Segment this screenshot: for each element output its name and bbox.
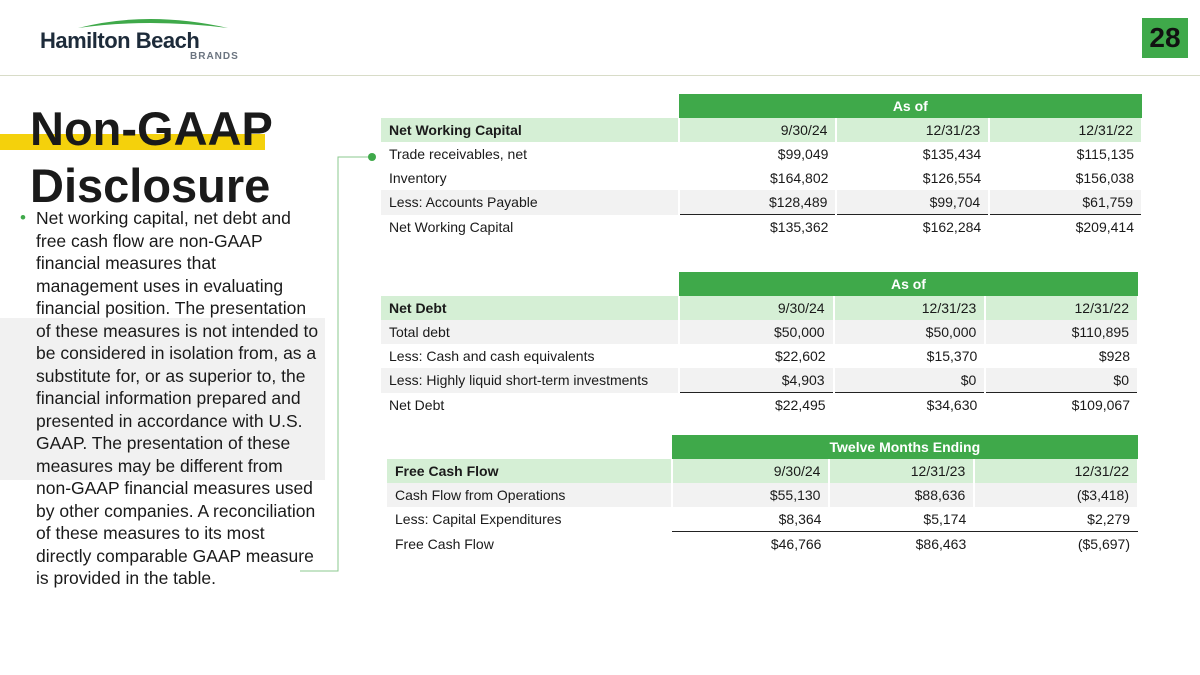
cell-value: $135,434 bbox=[922, 146, 982, 162]
table-group-header bbox=[381, 272, 1138, 296]
cell-value: $4,903 bbox=[679, 368, 834, 393]
cell-value: $110,895 bbox=[985, 320, 1138, 344]
group-header-label: As of bbox=[679, 94, 1142, 118]
cell-value: $99,049 bbox=[777, 146, 829, 162]
connector-dot-icon bbox=[368, 153, 376, 161]
logo-name: Hamilton Beach bbox=[40, 28, 200, 53]
row-label: Free Cash Flow bbox=[395, 535, 494, 552]
cell-value: $128,489 bbox=[679, 190, 837, 215]
cell-value: $5,174 bbox=[923, 511, 967, 527]
cell-value: $109,067 bbox=[985, 393, 1138, 418]
table-group-header bbox=[381, 94, 1142, 118]
free-cash-flow-table bbox=[387, 435, 1139, 556]
cell-value: $209,414 bbox=[989, 215, 1142, 240]
title-line-1: Non-GAAP bbox=[30, 102, 273, 155]
title-line-2: Disclosure bbox=[30, 159, 271, 212]
cell-value: $2,279 bbox=[1087, 511, 1130, 527]
row-label: Total debt bbox=[381, 320, 679, 344]
column-header: 12/31/22 bbox=[974, 459, 1138, 483]
cell-value: $0 bbox=[985, 368, 1138, 393]
row-label: Less: Capital Expenditures bbox=[395, 511, 562, 528]
table-header-row bbox=[381, 296, 1138, 320]
cell-value: $0 bbox=[834, 368, 986, 393]
cell-value: $99,704 bbox=[836, 190, 989, 215]
table-row bbox=[387, 483, 1138, 507]
table-total-row bbox=[387, 532, 1138, 557]
column-header: 9/30/24 bbox=[679, 118, 837, 142]
table-row bbox=[381, 142, 1142, 166]
cell-value: $22,602 bbox=[774, 348, 826, 364]
page-number: 28 bbox=[1142, 18, 1188, 58]
bullet-text: Net working capital, net debt and free cash flow are non-GAAP financial measures that management uses in evaluating financial position. The presentation of these measures is not intended to be considered in isolation from, as a substitute for, or as superior to, the financial information prepared and presented in accordance with U.S. GAAP. The presentation of these measures may be different from non-GAAP financial measures used by other companies. A reconciliation of these measures to its most directly comparable GAAP measure is provided in the table. bbox=[36, 208, 319, 588]
row-label: Less: Highly liquid short-term investments bbox=[381, 368, 679, 393]
table-group-header bbox=[387, 435, 1138, 459]
cell-value: $50,000 bbox=[679, 320, 834, 344]
column-header: 12/31/23 bbox=[829, 459, 974, 483]
row-label: Less: Cash and cash equivalents bbox=[389, 348, 595, 364]
table-row bbox=[387, 507, 1138, 532]
table-title: Free Cash Flow bbox=[387, 459, 672, 483]
cell-value: $164,802 bbox=[770, 170, 829, 186]
cell-value: ($3,418) bbox=[974, 483, 1138, 507]
column-header: 12/31/22 bbox=[985, 296, 1138, 320]
table-row bbox=[381, 368, 1138, 393]
row-label: Trade receivables, net bbox=[389, 146, 527, 162]
bullet-dot-icon: • bbox=[20, 208, 26, 227]
cell-value: $22,495 bbox=[679, 393, 834, 418]
row-label: Net Debt bbox=[389, 396, 445, 413]
table-header-row bbox=[381, 118, 1142, 142]
cell-value: ($5,697) bbox=[974, 532, 1138, 557]
row-label: Cash Flow from Operations bbox=[387, 483, 672, 507]
cell-value: $88,636 bbox=[829, 483, 974, 507]
group-header-label: Twelve Months Ending bbox=[672, 435, 1138, 459]
cell-value: $928 bbox=[1098, 348, 1130, 364]
cell-value: $34,630 bbox=[834, 393, 986, 418]
cell-value: $15,370 bbox=[926, 348, 978, 364]
net-debt-table bbox=[381, 272, 1139, 417]
cell-value: $55,130 bbox=[672, 483, 830, 507]
cell-value: $46,766 bbox=[672, 532, 830, 557]
logo-sub: BRANDS bbox=[190, 51, 239, 62]
cell-value: $162,284 bbox=[836, 215, 989, 240]
column-header: 12/31/22 bbox=[989, 118, 1142, 142]
row-label: Inventory bbox=[389, 170, 447, 186]
cell-value: $50,000 bbox=[834, 320, 986, 344]
column-header: 9/30/24 bbox=[679, 296, 834, 320]
cell-value: $61,759 bbox=[989, 190, 1142, 215]
row-label: Less: Accounts Payable bbox=[381, 190, 679, 215]
column-header: 12/31/23 bbox=[834, 296, 986, 320]
cell-value: $156,038 bbox=[1075, 170, 1134, 186]
column-header: 12/31/23 bbox=[836, 118, 989, 142]
column-header: 9/30/24 bbox=[672, 459, 830, 483]
table-total-row bbox=[381, 393, 1138, 418]
table-title: Net Working Capital bbox=[381, 118, 679, 142]
row-label: Net Working Capital bbox=[389, 218, 514, 235]
cell-value: $8,364 bbox=[778, 511, 822, 527]
cell-value: $115,135 bbox=[1076, 146, 1134, 162]
table-row bbox=[381, 166, 1142, 190]
cell-value: $86,463 bbox=[829, 532, 974, 557]
table-total-row bbox=[381, 215, 1142, 240]
net-working-capital-table bbox=[381, 94, 1143, 239]
table-title: Net Debt bbox=[381, 296, 679, 320]
group-header-label: As of bbox=[679, 272, 1138, 296]
table-row bbox=[381, 190, 1142, 215]
table-header-row bbox=[387, 459, 1138, 483]
table-row bbox=[381, 344, 1138, 368]
cell-value: $135,362 bbox=[679, 215, 837, 240]
cell-value: $126,554 bbox=[922, 170, 982, 186]
table-row bbox=[381, 320, 1138, 344]
